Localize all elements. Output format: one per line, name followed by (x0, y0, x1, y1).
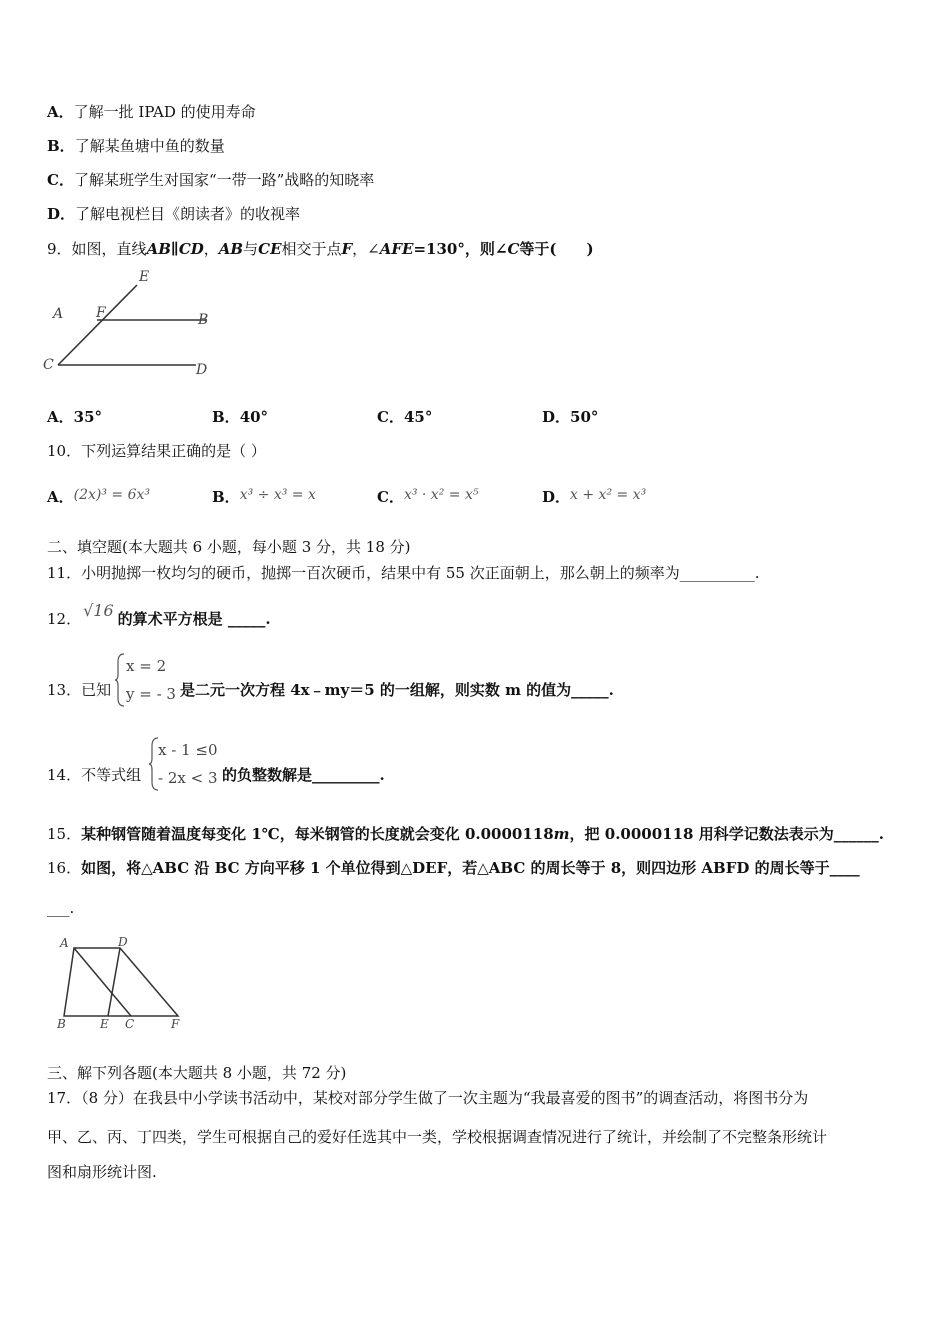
q13-stem (180, 679, 614, 701)
stem-text: 的负整数解是_________. (222, 766, 385, 784)
question-number: 16． (47, 859, 82, 877)
stem-part: F (341, 240, 353, 258)
option-text: 50° (570, 408, 599, 426)
stem-text: 是二元一次方程 4x﹣my＝5 的一组解，则实数 m 的值为_____. (180, 681, 614, 699)
q9-option-c (377, 406, 432, 428)
question-number: 10． (47, 442, 82, 460)
stem-part: =130°，则∠ (413, 240, 508, 258)
q10-option-b (212, 483, 316, 506)
stem-text: 如图，将△ABC 沿 BC 方向平移 1 个单位得到△DEF，若△ABC 的周长等于 8，则四边形 ABFD 的周长等于____ (81, 859, 860, 877)
stem-text: 某种钢管随着温度每变化 1℃，每米钢管的长度就会变化 0.0000118 (81, 825, 554, 843)
point-label-b: B (57, 1017, 66, 1031)
q13-equation-1: x = 2 (126, 657, 167, 675)
q8-option-b (47, 135, 225, 157)
option-key: B． (212, 488, 240, 506)
stem-text: 下列运算结果正确的是（ ） (81, 442, 266, 460)
option-key: D． (47, 205, 76, 223)
question-number: 13． (47, 681, 82, 699)
option-text: 了解某鱼塘中鱼的数量 (74, 137, 225, 155)
question-number: 15． (47, 825, 82, 843)
stem-text: ，把 0.0000118 用科学记数法表示为______. (569, 825, 884, 843)
q14-inequality-2: - 2x < 3 (158, 769, 218, 787)
option-text: 40° (239, 408, 269, 426)
option-key: C． (377, 408, 404, 426)
q8-option-d (47, 203, 300, 225)
option-key: D． (542, 408, 571, 426)
section-3-title: 三、解下列各题(本大题共 8 小题，共 72 分) (47, 1064, 347, 1082)
q10-stem (47, 440, 266, 462)
option-key: B． (47, 137, 75, 155)
point-label-e: E (139, 269, 150, 285)
option-expression: (2x)³ = 6x³ (73, 487, 151, 503)
stem-text: （8 分）在我县中小学读书活动中，某校对部分学生做了一次主题为“我最喜爱的图书”的调查活动，将图书分为 (81, 1089, 809, 1107)
option-text: 了解电视栏目《朗读者》的收视率 (75, 205, 301, 223)
point-label-a: A (60, 936, 69, 950)
q12 (47, 601, 271, 630)
point-label-a: A (53, 306, 64, 322)
segment-ac (74, 948, 131, 1016)
q10-option-a (47, 483, 150, 506)
q16-continuation: ___. (47, 899, 75, 917)
stem-part: C (507, 240, 520, 258)
stem-part: AB∥CD (146, 240, 204, 258)
q13-brace (114, 652, 126, 708)
q17-line-2: 甲、乙、丙、丁四类，学生可根据自己的爱好任选其中一类，学校根据调查情况进行了统计，并绘制了不完整条形统计 (47, 1128, 828, 1146)
option-expression: x³ · x² = x⁵ (403, 487, 479, 503)
q9-figure (40, 265, 220, 380)
point-label-f: F (96, 305, 106, 321)
q9-stem (47, 238, 594, 260)
radical-expression: √16 (83, 601, 114, 620)
q9-option-b (212, 406, 268, 428)
q14-stem (222, 764, 385, 786)
line-ce (58, 285, 137, 365)
stem-part: AFE (379, 240, 414, 258)
stem-part: 与 (243, 240, 259, 258)
option-text: 了解一批 IPAD 的使用寿命 (73, 103, 256, 121)
point-label-e: E (100, 1017, 109, 1031)
q13-equation-2: y = - 3 (126, 685, 176, 703)
stem-text: 小明抛掷一枚均匀的硬币，抛掷一百次硬币，结果中有 55 次正面朝上，那么朝上的频率为__________. (81, 564, 760, 582)
question-number: 12． (47, 610, 82, 628)
option-key: C． (377, 488, 404, 506)
q9-option-a (47, 406, 102, 428)
stem-text: 已知 (81, 681, 112, 699)
option-key: D． (542, 488, 571, 506)
stem-part: ， (203, 240, 219, 258)
q17-line-1 (47, 1087, 808, 1109)
quad-abfd (64, 948, 178, 1016)
stem-part: 相交于点 (281, 240, 342, 258)
option-key: A． (47, 103, 74, 121)
stem-part: CE (258, 240, 282, 258)
q16-figure (50, 932, 190, 1034)
q8-option-c (47, 169, 374, 191)
q14-inequality-1: x - 1 ≤0 (158, 741, 218, 759)
point-label-d: D (196, 362, 208, 378)
stem-part: 如图，直线 (71, 240, 147, 258)
point-label-c: C (43, 357, 54, 373)
q10-option-d (542, 483, 646, 506)
q13-prefix (47, 679, 111, 701)
option-text: 了解某班学生对国家“一带一路”战略的知晓率 (73, 171, 375, 189)
stem-part: ，∠ (352, 240, 380, 258)
question-number: 17． (47, 1089, 82, 1107)
q10-option-c (377, 483, 478, 506)
question-number: 9． (47, 240, 72, 258)
option-key: A． (47, 408, 74, 426)
question-number: 14． (47, 766, 82, 784)
option-key: C． (47, 171, 74, 189)
question-number: 11． (47, 564, 82, 582)
q14-prefix (47, 764, 141, 786)
q16 (47, 857, 860, 879)
point-label-d: D (118, 935, 128, 949)
q9-option-d (542, 406, 598, 428)
point-label-b: B (198, 312, 209, 328)
q17-line-3: 图和扇形统计图. (47, 1163, 157, 1181)
option-text: 35° (73, 408, 103, 426)
q8-option-a (47, 101, 256, 123)
option-expression: x³ ÷ x³ = x (239, 487, 316, 503)
point-label-c: C (125, 1017, 135, 1031)
option-expression: x + x² = x³ (570, 487, 647, 503)
stem-part: 等于( ) (519, 240, 594, 258)
segment-de (108, 948, 120, 1016)
point-label-f: F (171, 1017, 180, 1031)
option-key: B． (212, 408, 240, 426)
unit: m (553, 825, 570, 843)
stem-part: AB (218, 240, 244, 258)
section-2-title: 二、填空题(本大题共 6 小题，每小题 3 分，共 18 分) (47, 538, 411, 556)
q11 (47, 562, 760, 584)
q15 (47, 823, 884, 845)
option-key: A． (47, 488, 74, 506)
stem-text: 不等式组 (81, 766, 142, 784)
option-text: 45° (403, 408, 433, 426)
stem-text: 的算术平方根是 _____. (117, 610, 271, 628)
